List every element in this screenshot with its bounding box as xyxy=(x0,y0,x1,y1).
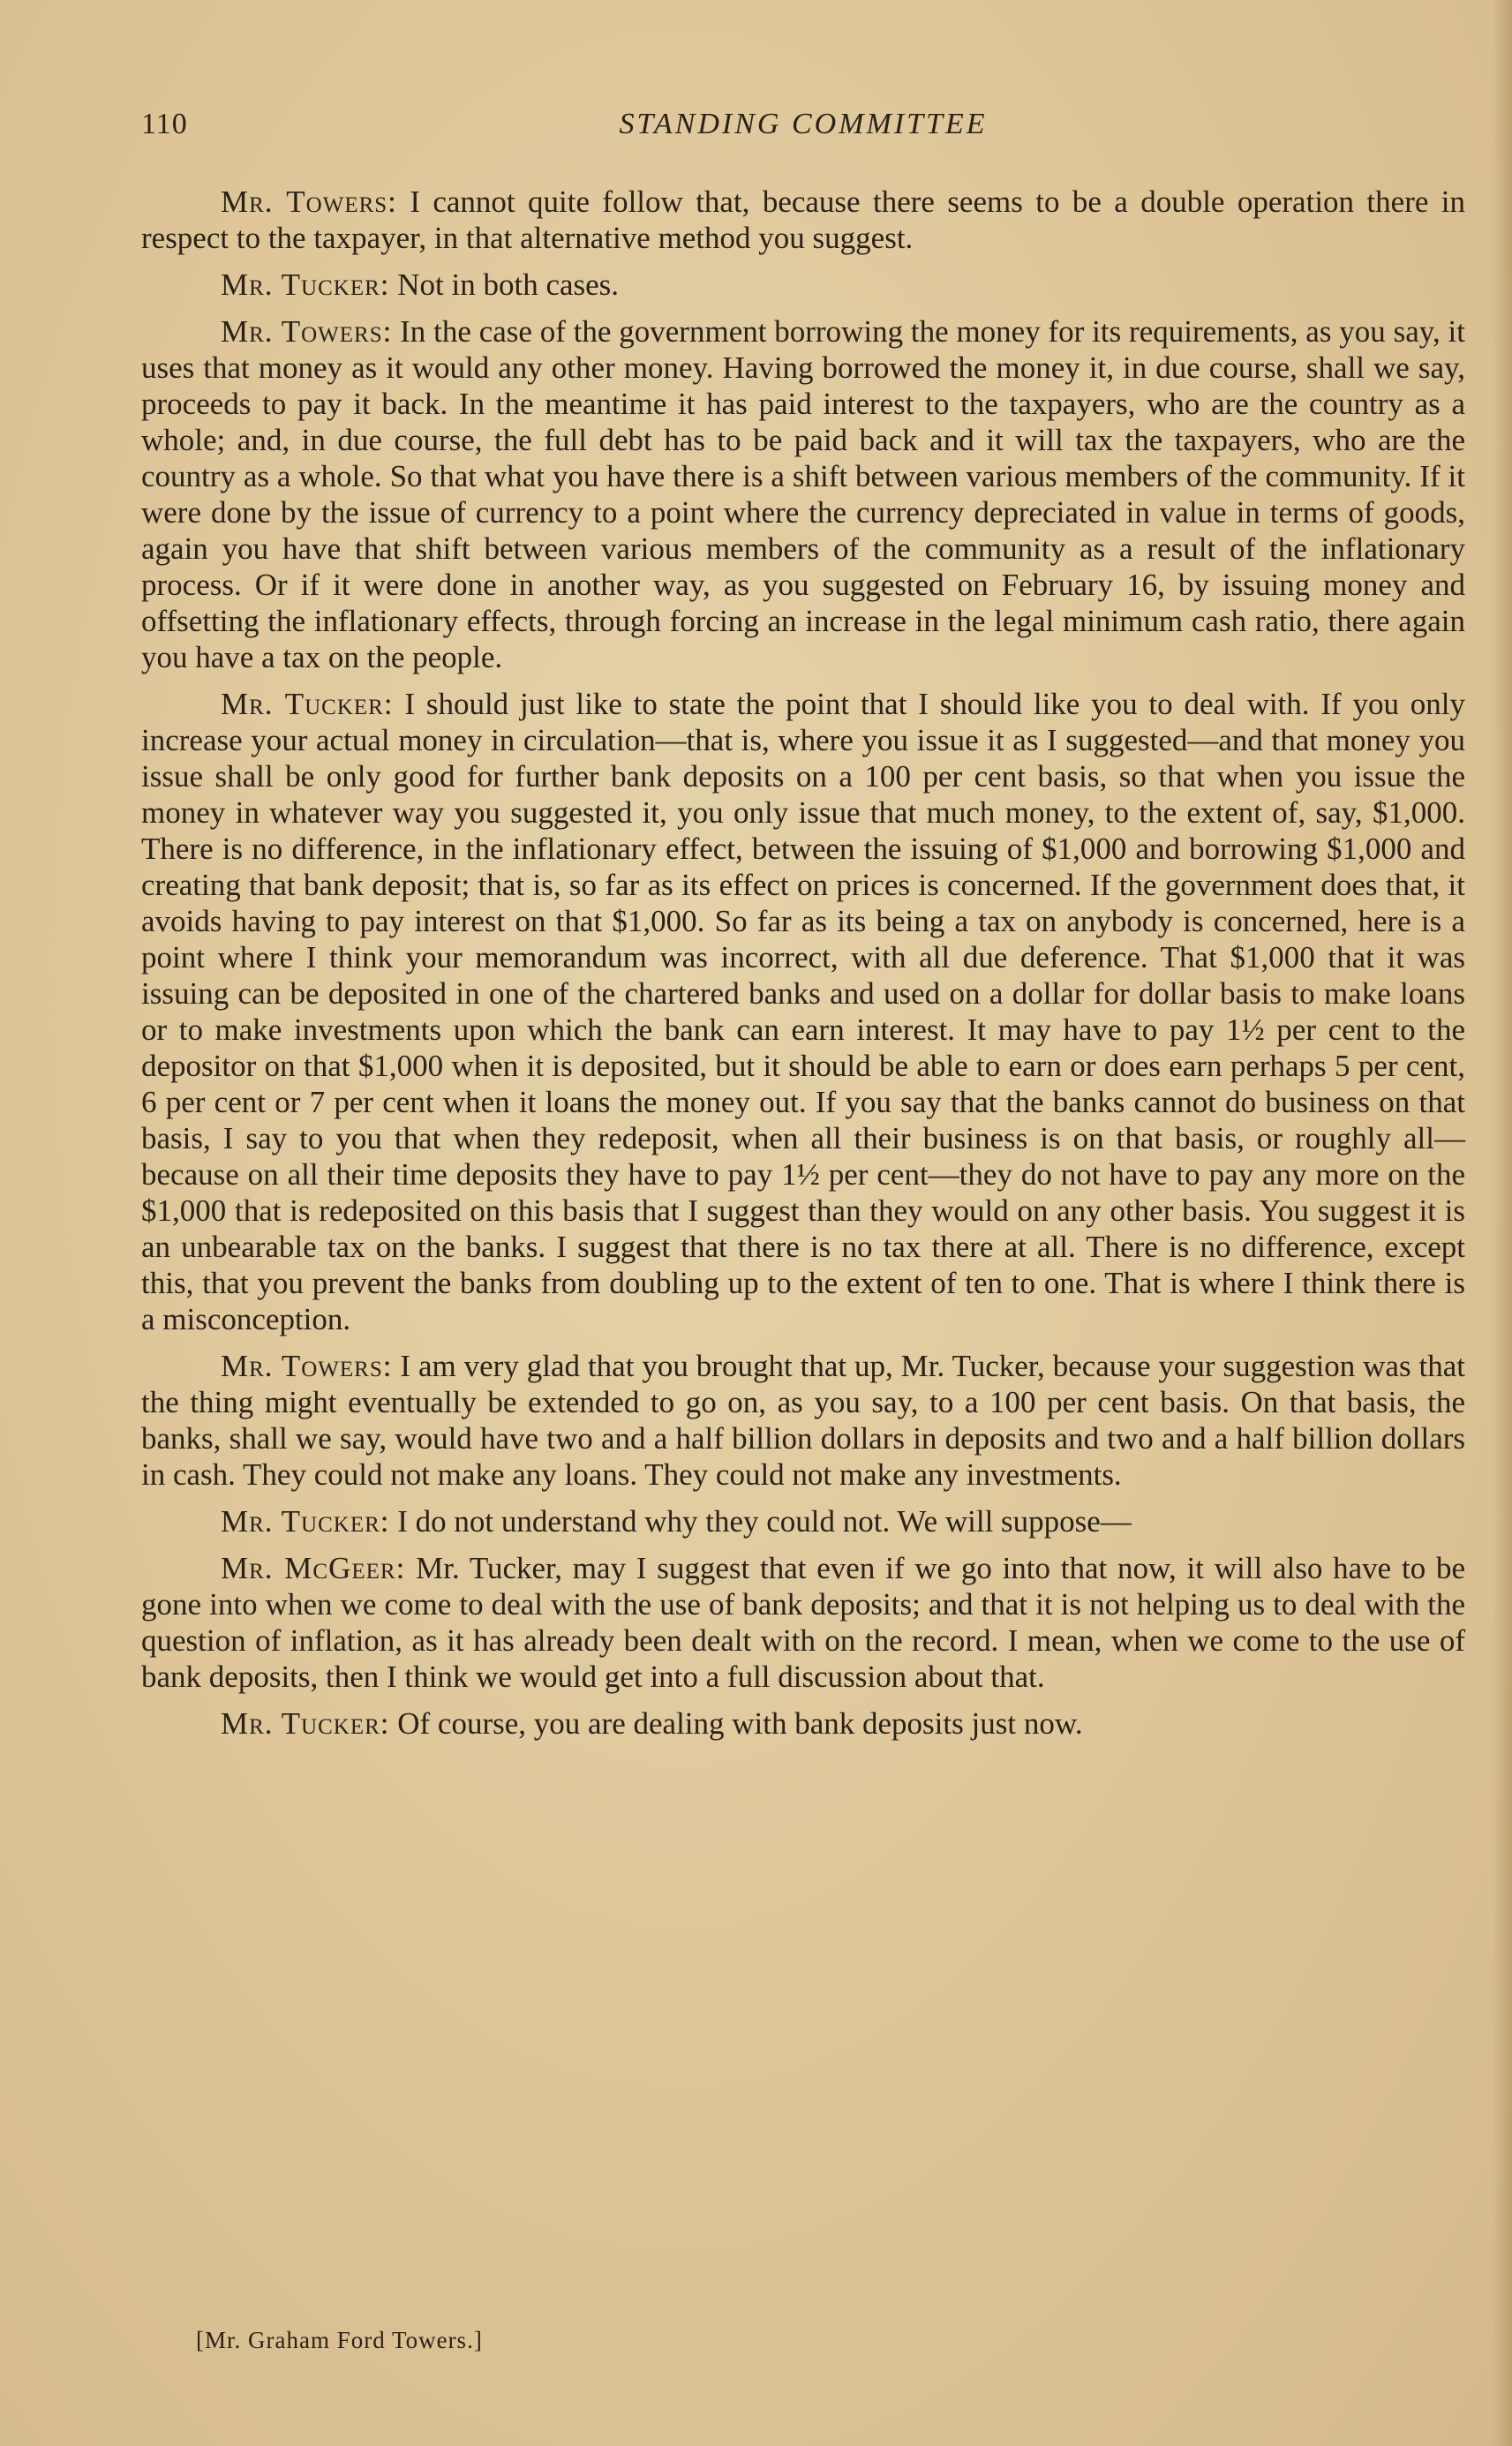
speaker-name: Mr. McGeer: xyxy=(221,1551,406,1585)
speaker-name: Mr. Tucker: xyxy=(221,1706,390,1741)
paragraph-text: I should just like to state the point that I should like you to deal with. If you only increase your actual money in circulation—that is, where you issue it as I suggested—and that money you issue shall be only good for further bank deposits on a 100 per cent basis, so that when you issue the money in whatever way you suggested it, you only issue that much money, to the extent of, say, $1,000. There is no difference, in the inflationary effect, between the issuing of $1,000 and borrowing $1,000 and creating that bank deposit; that is, so far as its effect on prices is concerned. If the government does that, it avoids having to pay interest on that $1,000. So far as its being a tax on anybody is concerned, here is a point where I think your memorandum was incorrect, with all due deference. That $1,000 that it was issuing can be deposited in one of the chartered banks and used on a dollar for dollar basis to make loans or to make investments upon which the bank can earn interest. It may have to pay 1½ per cent to the depositor on that $1,000 when it is deposited, but it should be able to earn or does earn perhaps 5 per cent, 6 per cent or 7 per cent when it loans the money out. If you say that the banks cannot do business on that basis, I say to you that when they redeposit, when all their business is on that basis, or roughly all—because on all their time deposits they have to pay 1½ per cent—they do not have to pay any more on the $1,000 that is redeposited on this basis that I suggest than they would on any other basis. You suggest it is an unbearable tax on the banks. I suggest that there is no tax there at all. There is no difference, except this, that you prevent the banks from doubling up to the extent of ten to one. That is where I think there is a misconception. xyxy=(141,687,1465,1336)
speaker-name: Mr. Tucker: xyxy=(221,687,394,721)
transcript-paragraph xyxy=(141,313,1465,675)
transcript-paragraph xyxy=(141,1705,1465,1742)
transcript-paragraph xyxy=(141,267,1465,303)
running-title: STANDING COMMITTEE xyxy=(619,108,988,140)
speaker-name: Mr. Towers: xyxy=(221,184,397,219)
transcript-body xyxy=(141,184,1465,1752)
paragraph-text: Not in both cases. xyxy=(389,267,620,302)
transcript-paragraph xyxy=(141,184,1465,256)
paragraph-text: Mr. Tucker, may I suggest that even if we go into that now, it will also have to be gone into when we come to deal with the use of bank deposits; and that it is not helping us to deal with the question of inflation, as it has already been dealt with on the record. I mean, when we come to the use of bank deposits, then I think we would get into a full discussion about that. xyxy=(141,1551,1465,1694)
paragraph-text: I am very glad that you brought that up, Mr. Tucker, because your suggestion was that the thing might eventually be extended to go on, as you say, to a 100 per cent basis. On that basis, the banks, shall we say, would have two and a half billion dollars in deposits and two and a half billion dollars in cash. They could not make any loans. They could not make any investments. xyxy=(141,1349,1465,1492)
paragraph-text: Of course, you are dealing with bank deposits just now. xyxy=(389,1706,1083,1741)
page-header xyxy=(141,108,1465,152)
speaker-name: Mr. Tucker: xyxy=(221,1504,390,1539)
page-number: 110 xyxy=(141,108,188,140)
transcript-paragraph xyxy=(141,1503,1465,1539)
speaker-name: Mr. Towers: xyxy=(221,314,393,349)
speaker-name: Mr. Towers: xyxy=(221,1349,393,1383)
speaker-name: Mr. Tucker: xyxy=(221,267,390,302)
paragraph-text: I cannot quite follow that, because there seems to be a double operation there in respect to the taxpayer, in that alternative method you suggest. xyxy=(141,184,1465,255)
page-edge-shadow xyxy=(1493,0,1512,2446)
transcript-paragraph xyxy=(141,1348,1465,1493)
transcript-paragraph xyxy=(141,1550,1465,1695)
footnote: [Mr. Graham Ford Towers.] xyxy=(196,2327,483,2353)
paragraph-text: In the case of the government borrowing the money for its requirements, as you say, it uses that money as it would any other money. Having borrowed the money it, in due course, shall we say, proceeds to pay it back. In the meantime it has paid interest to the taxpayers, who are the country as a whole; and, in due course, the full debt has to be paid back and it will tax the taxpayers, who are the country as a whole. So that what you have there is a shift between various members of the community. If it were done by the issue of currency to a point where the currency depreciated in value in terms of goods, again you have that shift between various members of the community as a result of the inflationary process. Or if it were done in another way, as you suggested on February 16, by issuing money and offsetting the inflationary effects, through forcing an increase in the legal minimum cash ratio, there again you have a tax on the people. xyxy=(141,314,1465,674)
transcript-paragraph xyxy=(141,686,1465,1337)
paragraph-text: I do not understand why they could not. We will suppose— xyxy=(389,1504,1132,1539)
